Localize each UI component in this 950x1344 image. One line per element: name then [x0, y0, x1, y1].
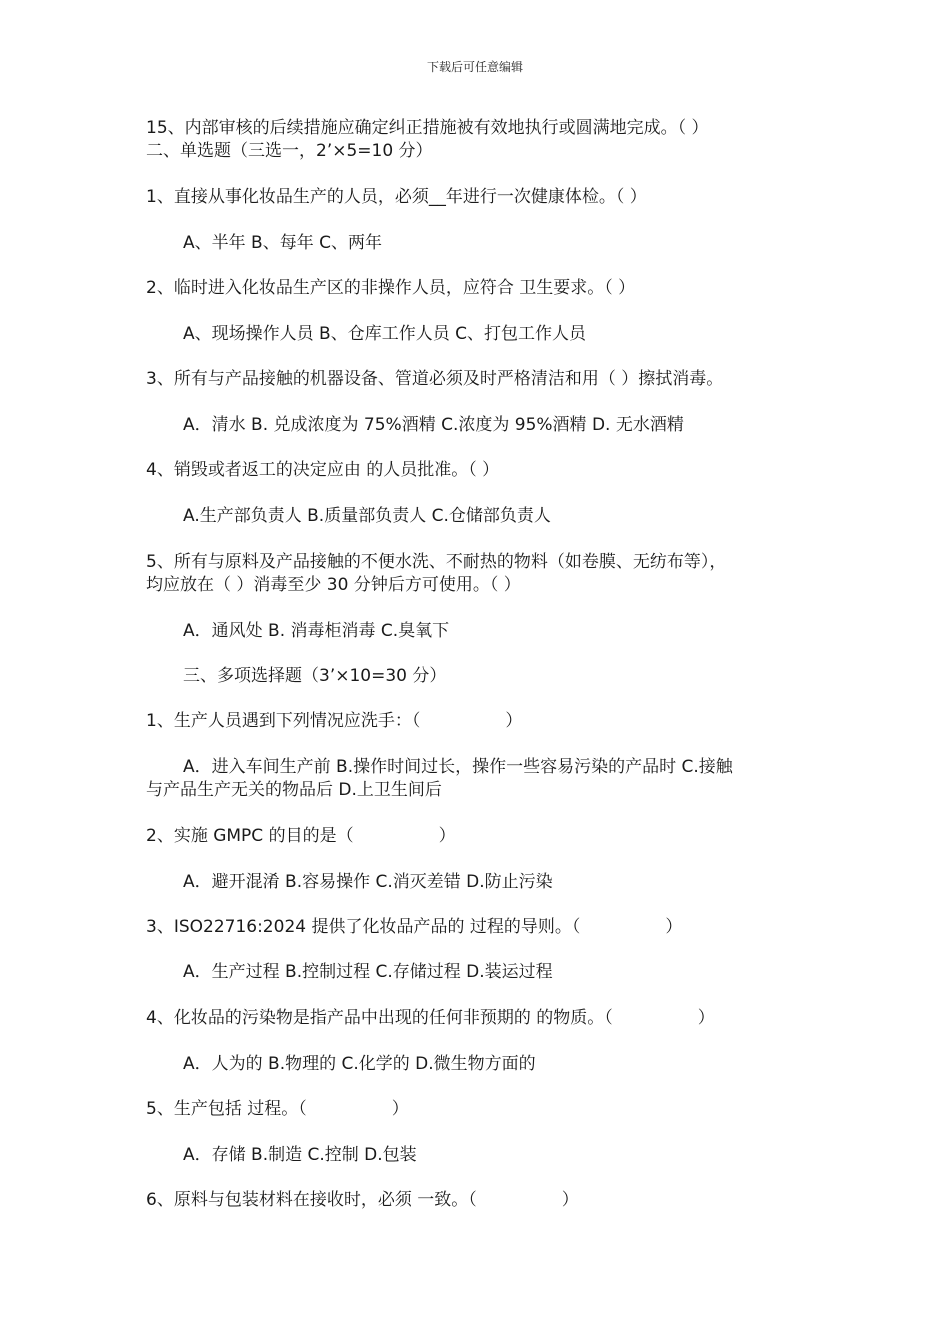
page-header: 下载后可任意编辑 [426, 60, 523, 74]
options-single-5: A．通风处 B. 消毒柜消毒 C.臭氧下 [183, 621, 450, 641]
question-multi-3: 3、ISO22716:2024 提供了化妆品产品的 过程的导则。（ ） [146, 917, 683, 937]
options-multi-4: A．人为的 B.物理的 C.化学的 D.微生物方面的 [183, 1054, 536, 1074]
options-multi-5: A．存储 B.制造 C.控制 D.包装 [183, 1145, 417, 1165]
question-single-5-part2: 均应放在（ ）消毒至少 30 分钟后方可使用。（ ） [146, 575, 521, 595]
section-title-single-choice: 二、单选题（三选一，2’×5=10 分） [146, 141, 433, 161]
options-single-3: A．清水 B. 兑成浓度为 75%酒精 C.浓度为 95%酒精 D. 无水酒精 [183, 415, 684, 435]
question-single-5-part1: 5、所有与原料及产品接触的不便水洗、不耐热的物料（如卷膜、无纺布等）， [146, 552, 727, 572]
question-multi-6: 6、原料与包装材料在接收时，必须 一致。（ ） [146, 1190, 579, 1210]
question-single-3: 3、所有与产品接触的机器设备、管道必须及时严格清洁和用（ ）擦拭消毒。 [146, 369, 724, 389]
question-multi-2: 2、实施 GMPC 的目的是（ ） [146, 826, 456, 846]
question-multi-4: 4、化妆品的污染物是指产品中出现的任何非预期的 的物质。（ ） [146, 1008, 715, 1028]
question-multi-5: 5、生产包括 过程。（ ） [146, 1099, 409, 1119]
question-single-1: 1、直接从事化妆品生产的人员，必须__年进行一次健康体检。（ ） [146, 187, 647, 207]
options-multi-1-part2: 与产品生产无关的物品后 D.上卫生间后 [146, 780, 442, 800]
options-single-1: A、半年 B、每年 C、两年 [183, 233, 382, 253]
question-true-false-15: 15、内部审核的后续措施应确定纠正措施被有效地执行或圆满地完成。（ ） [146, 118, 709, 138]
section-title-multiple-choice: 三、多项选择题（3’×10=30 分） [183, 666, 447, 686]
options-single-4: A.生产部负责人 B.质量部负责人 C.仓储部负责人 [183, 506, 551, 526]
question-single-4: 4、销毁或者返工的决定应由 的人员批准。（ ） [146, 460, 500, 480]
options-multi-1-part1: A．进入车间生产前 B.操作时间过长，操作一些容易污染的产品时 C.接触 [183, 757, 733, 777]
options-single-2: A、现场操作人员 B、仓库工作人员 C、打包工作人员 [183, 324, 586, 344]
options-multi-2: A．避开混淆 B.容易操作 C.消灭差错 D.防止污染 [183, 872, 553, 892]
question-single-2: 2、临时进入化妆品生产区的非操作人员，应符合 卫生要求。（ ） [146, 278, 636, 298]
question-multi-1: 1、生产人员遇到下列情况应洗手：（ ） [146, 711, 523, 731]
options-multi-3: A．生产过程 B.控制过程 C.存储过程 D.装运过程 [183, 962, 553, 982]
